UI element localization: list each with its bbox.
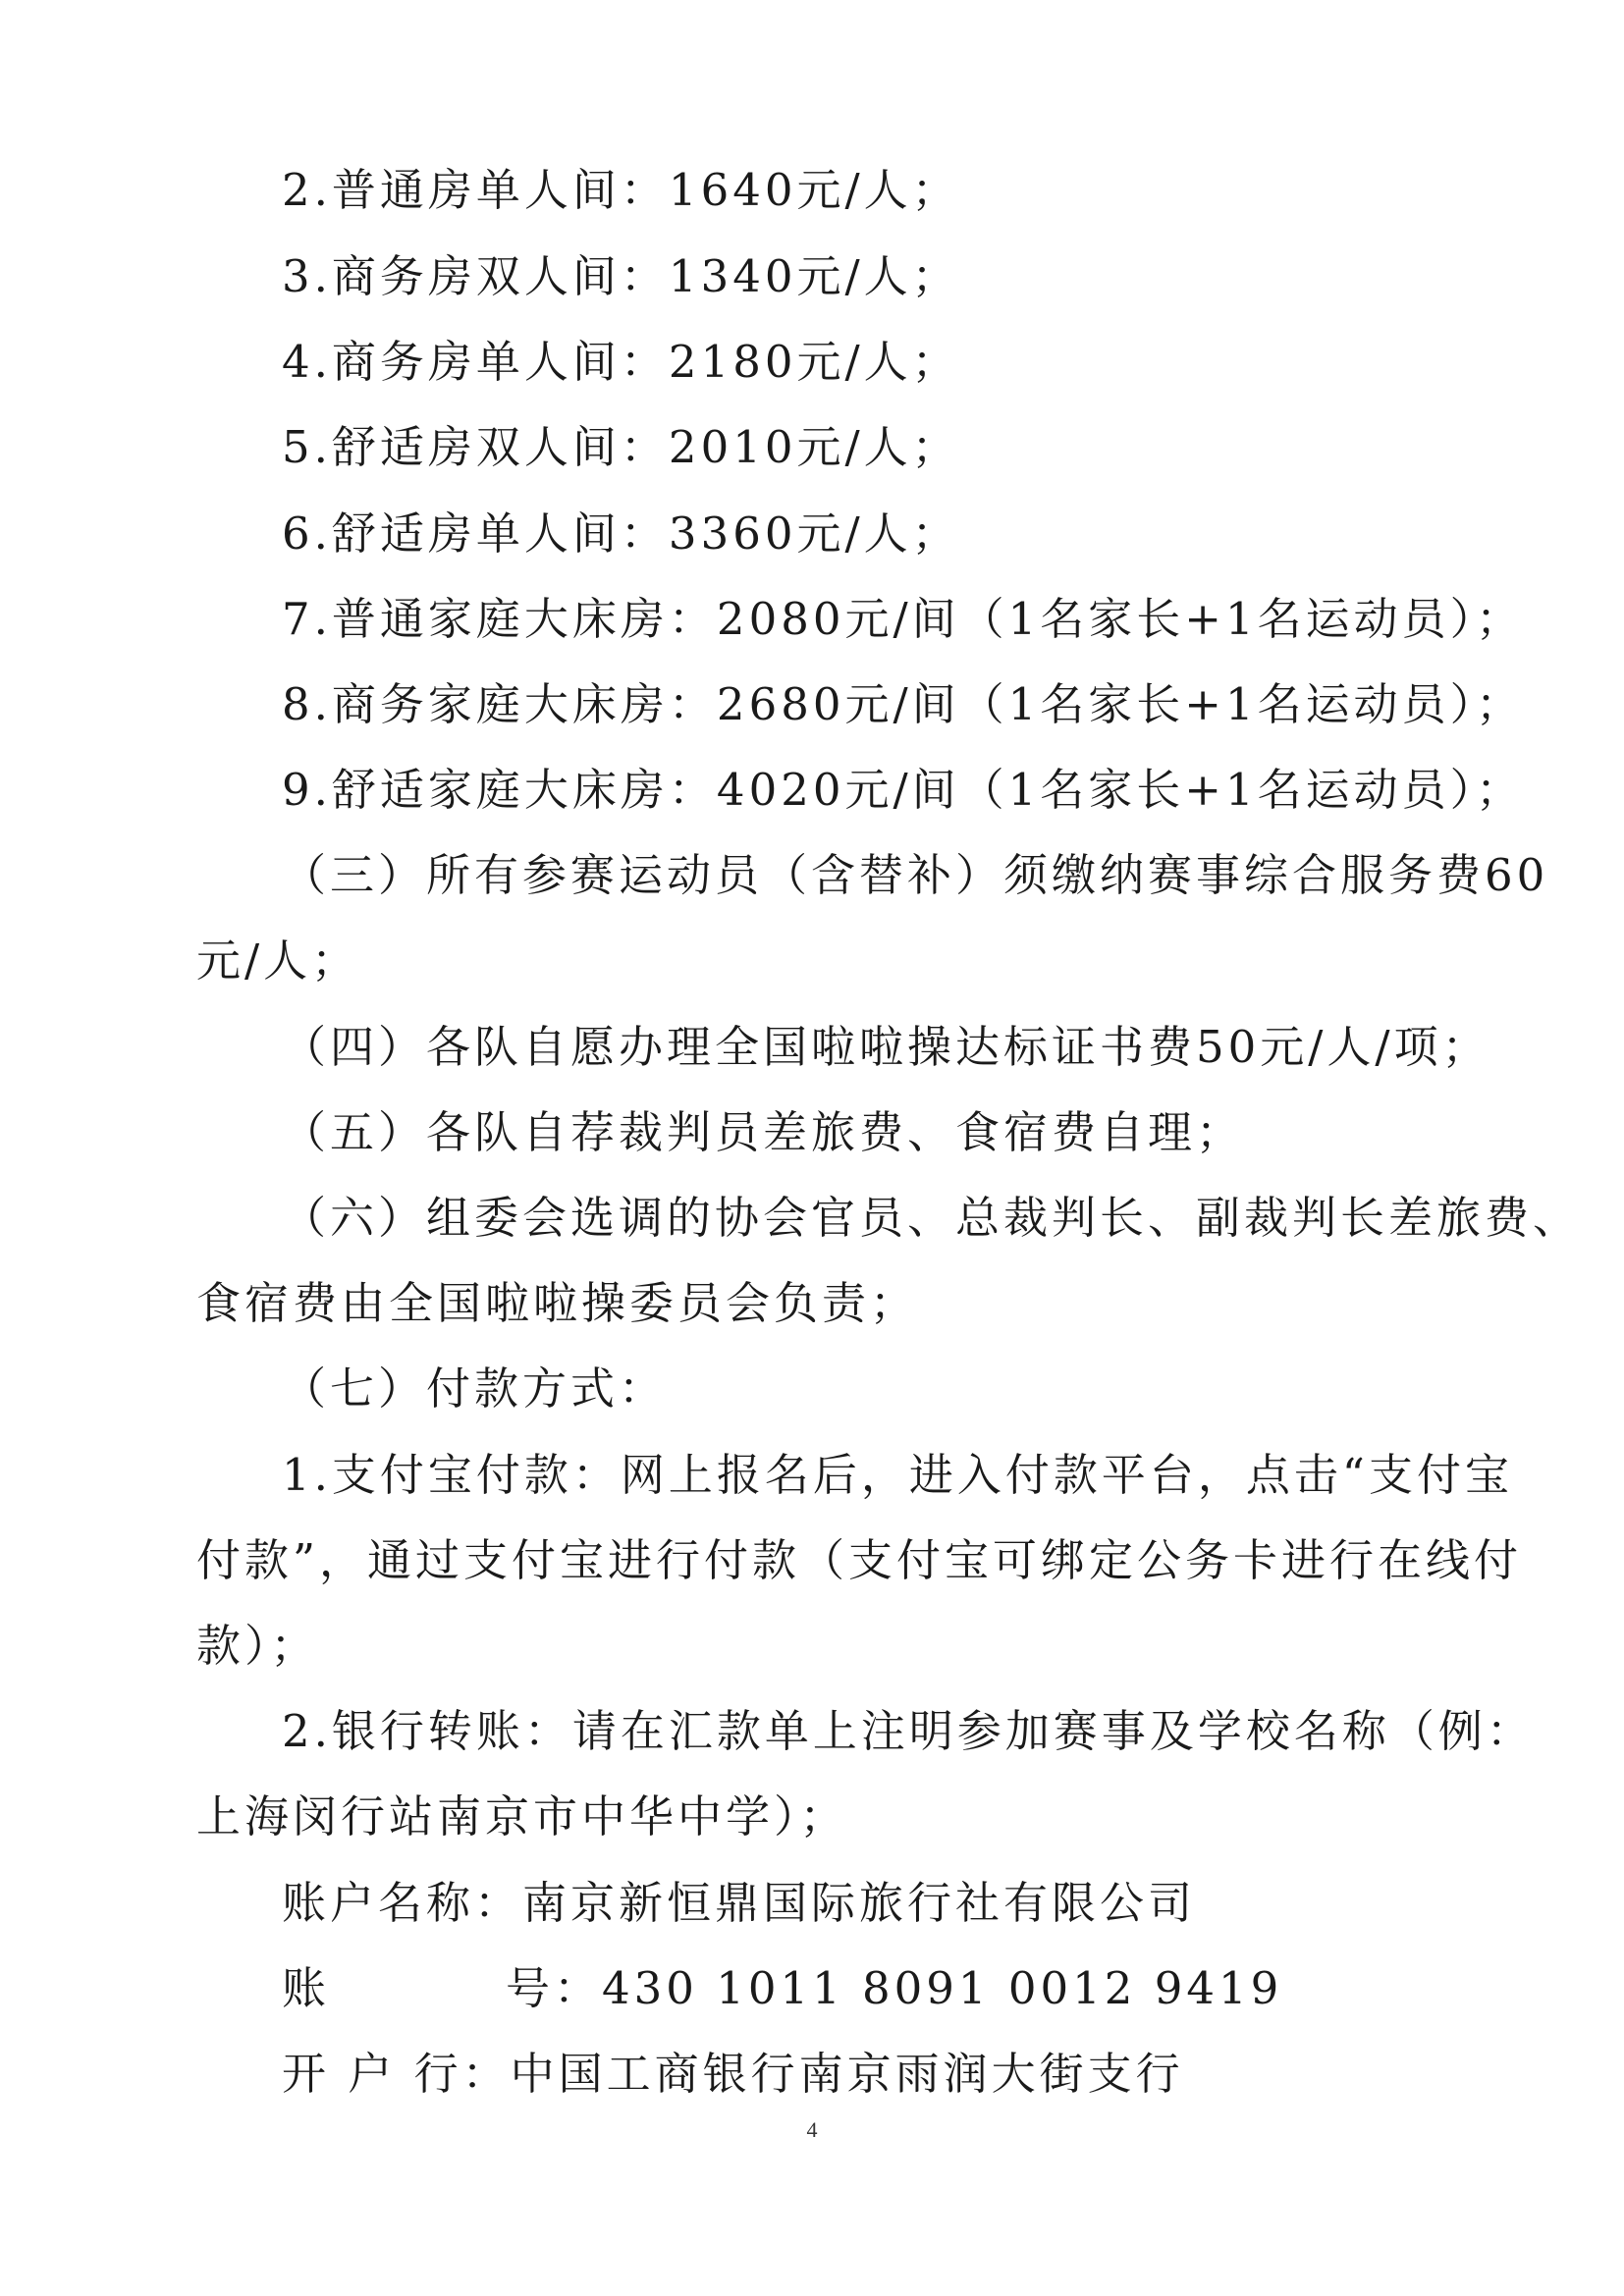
official-expense-paragraph: （六）组委会选调的协会官员、总裁判长、副裁判长差旅费、	[282, 1192, 1582, 1244]
room-rate-line: 5.舒适房双人间：2010元/人；	[282, 421, 960, 473]
payment-method-heading: （七）付款方式：	[282, 1362, 668, 1415]
service-fee-paragraph: （三）所有参赛运动员（含替补）须缴纳赛事综合服务费60	[282, 849, 1549, 901]
alipay-paragraph: 1.支付宝付款：网上报名后，进入付款平台，点击“支付宝	[282, 1449, 1513, 1501]
official-expense-paragraph-cont: 食宿费由全国啦啦操委员会负责；	[196, 1277, 919, 1329]
room-rate-line: 3.商务房双人间：1340元/人；	[282, 250, 960, 302]
alipay-paragraph-cont: 付款”，通过支付宝进行付款（支付宝可绑定公务卡进行在线付	[196, 1534, 1523, 1586]
alipay-paragraph-end: 款）；	[196, 1620, 319, 1672]
room-rate-line: 7.普通家庭大床房：2080元/间（1名家长+1名运动员）；	[282, 593, 1525, 645]
account-number-value: 430 1011 8091 0012 9419	[602, 1962, 1283, 2014]
page-number: 4	[806, 2117, 818, 2142]
account-name-value: 南京新恒鼎国际旅行社有限公司	[522, 1877, 1197, 1929]
opening-bank-label: 开 户 行：	[282, 2048, 511, 2100]
room-rate-line: 2.普通房单人间：1640元/人；	[282, 164, 960, 216]
service-fee-paragraph-cont: 元/人；	[196, 934, 360, 987]
opening-bank-row	[282, 2045, 1184, 2104]
room-rate-line: 9.舒适家庭大床房：4020元/间（1名家长+1名运动员）；	[282, 764, 1525, 816]
account-name-row	[282, 1874, 1196, 1933]
room-rate-line: 4.商务房单人间：2180元/人；	[282, 336, 960, 388]
bank-transfer-paragraph-cont: 上海闵行站南京市中华中学）；	[196, 1790, 848, 1842]
bank-transfer-paragraph: 2.银行转账：请在汇款单上注明参加赛事及学校名称（例：	[282, 1705, 1535, 1757]
room-rate-line: 6.舒适房单人间：3360元/人；	[282, 507, 960, 560]
account-number-label-end: 号：	[506, 1962, 603, 2014]
certificate-fee-paragraph: （四）各队自愿办理全国啦啦操达标证书费50元/人/项；	[282, 1021, 1490, 1073]
opening-bank-value: 中国工商银行南京雨润大街支行	[510, 2048, 1184, 2100]
account-number-label-start: 账	[282, 1962, 331, 2014]
referee-expense-paragraph: （五）各队自荐裁判员差旅费、食宿费自理；	[282, 1106, 1245, 1158]
account-name-label: 账户名称：	[282, 1877, 523, 1929]
room-rate-line: 8.商务家庭大床房：2680元/间（1名家长+1名运动员）；	[282, 678, 1525, 730]
account-number-row	[282, 1959, 1282, 2018]
